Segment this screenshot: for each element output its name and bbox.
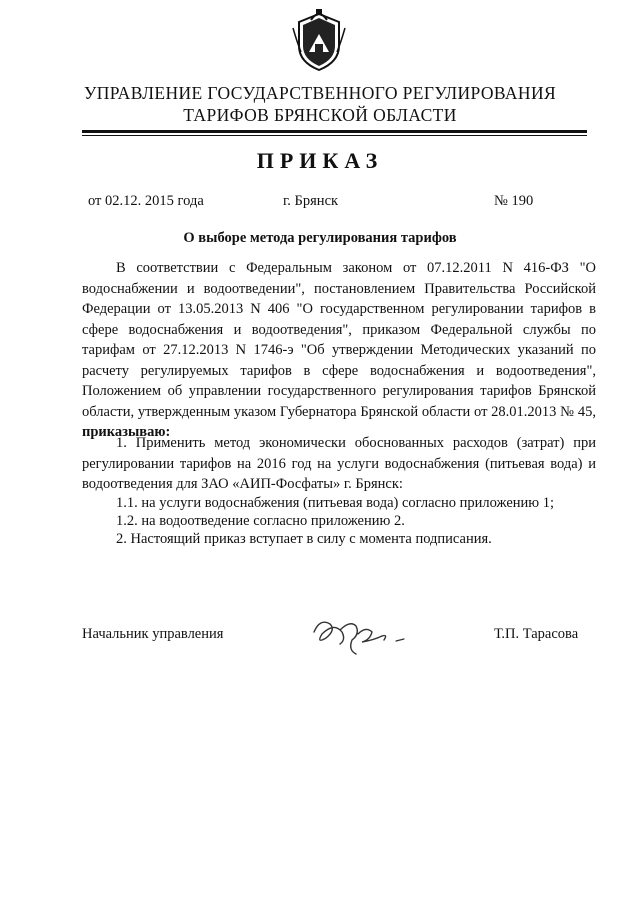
document-number: № 190 — [494, 193, 534, 209]
header-divider-thick — [82, 130, 587, 133]
header-divider-thin — [82, 135, 587, 136]
order-item-1: 1. Применить метод экономически обоснованных расходов (затрат) при регулировании тарифов на 2016 год на услуги водоснабжения (питьевая вода) и водоотведения для ЗАО «АИП-Фосфаты» г. Брянск: — [82, 435, 596, 492]
org-name-line2: ТАРИФОВ БРЯНСКОЙ ОБЛАСТИ — [183, 105, 457, 125]
order-keyword: приказываю: — [82, 424, 171, 440]
preamble-paragraph — [82, 258, 596, 443]
document-city: г. Брянск — [283, 193, 339, 209]
signatory-role: Начальник управления — [82, 626, 224, 642]
org-name-line1: УПРАВЛЕНИЕ ГОСУДАРСТВЕННОГО РЕГУЛИРОВАНИЯ — [83, 83, 557, 103]
signatory-name: Т.П. Тарасова — [494, 626, 579, 642]
order-item-1-2: 1.2. на водоотведение согласно приложению 2. — [116, 513, 405, 529]
preamble-text: В соответствии с Федеральным законом от 07.12.2011 N 416-ФЗ "О водоснабжении и водоотведении", постановлением Правительства Российской Федерации от 13.05.2013 N 406 "О государственном регулировании тарифов в сфере водоснабжения и водоотведения", приказом Федеральной службы по тарифам от 27.12.2013 N 1746-э "Об утверждении Методических указаний по расчету регулируемых тарифов в сфере водоснабжения и водоотведения", Положением об управлении государственного регулирования тарифов Брянской области, утвержденным указом Губернатора Брянской области от 28.01.2013 № 45, — [82, 260, 596, 420]
order-item-2: 2. Настоящий приказ вступает в силу с момента подписания. — [116, 531, 492, 547]
document-subject: О выборе метода регулирования тарифов — [183, 230, 457, 246]
document-title: ПРИКАЗ — [256, 148, 384, 173]
handwritten-signature-icon — [300, 610, 430, 660]
document-date: от 02.12. 2015 года — [88, 193, 204, 209]
order-item-1-1: 1.1. на услуги водоснабжения (питьевая вода) согласно приложению 1; — [116, 495, 555, 511]
coat-of-arms-icon — [291, 8, 347, 72]
